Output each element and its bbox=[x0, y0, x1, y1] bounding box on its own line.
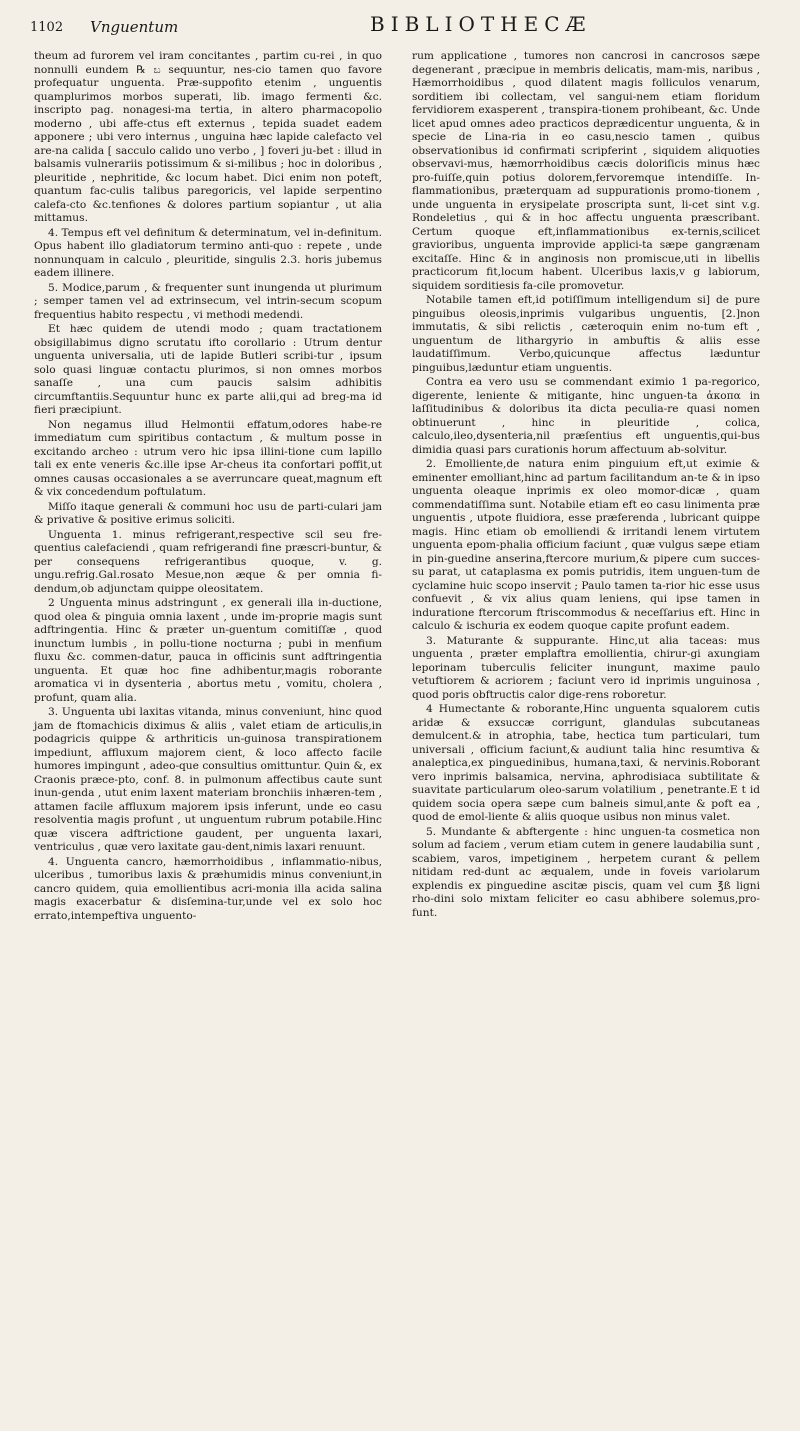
paragraph: 4 Humectante & roborante,Hinc unguenta squalorem cutis aridæ & exsuccæ corrigunt, glandulas subcutaneas demulcent.& in atrophia, tabe, hectica tum particulari, tum universali , officium faciunt,& audiunt talia hinc resumtiva & analeptica,ex pinguedinibus, humana,taxi, & nervinis.Roborant vero inprimis balsamica, nervina, aphrodisiaca subtilitate & suavitate particularum oleo-sarum volatilium , penetrante.E t id quidem socia opera sæpe cum balneis simul,ante & poft ea , quod de emol-liente & aliis quoque usibus non minus valet. bbox=[412, 703, 760, 823]
paragraph: 5. Mundante & abftergente : hinc unguen-ta cosmetica non solum ad faciem , verum etiam cutem in genere laudabilia sunt , scabiem, varos, impetiginem , herpetem curant & pellem nitidam red-dunt ac æqualem, unde in foveis variolarum explendis ex pinguedine ascitæ piscis, quam vel cum ℥ß ligni rho-dini solo mixtam feliciter eo casu abhibere solemus,pro-funt. bbox=[412, 825, 760, 919]
paragraph: Notabile tamen eft,id potiſſimum intelligendum si] de pure pinguibus oleosis,inprimis vulgaribus unguentis, [2.]non immutatis, & sibi relictis , cæteroquin enim no-tum eft , unguentum de lithargyrio in ambuftis & aliis esse laudatiſſimum. Verbo,quicunque affectus læduntur pinguibus,læduntur etiam unguentis. bbox=[412, 294, 760, 374]
paragraph: Contra ea vero usu se commendant eximio 1 pa-regorico, digerente, leniente & mitigante, hinc unguen-ta ἀκοπα in laſſitudinibus & doloribus ita dicta peculia-re quasi nomen obtinuerunt , hinc in pleuritide , colica, calculo,ileo,dysenteria,nil præſentius eft unguentis,qui-bus dimidia quasi pars curationis horum affectuum ab-solvitur. bbox=[412, 376, 760, 456]
paragraph: Unguenta 1. minus refrigerant,respective scil seu fre-quentius calefaciendi , quam refrigerandi fine præscri-buntur, & per consequens refrigerantibus quoque, v. g. ungu.refrig.Gal.rosato Mesue,non æque & per omnia fi-dendum,ob adjunctam quippe oleositatem. bbox=[34, 528, 382, 595]
right-column bbox=[412, 50, 760, 921]
paragraph: 4. Tempus eft vel definitum & determinatum, vel in-definitum. Opus habent illo gladiatorum termino anti-quo : repete , unde nonnunquam in calculo , pleuritide, singulis 2.3. horis jubemus eadem illinere. bbox=[34, 226, 382, 279]
paragraph: 4. Unguenta cancro, hæmorrhoidibus , inflammatio-nibus, ulceribus , tumoribus laxis & præhumidis minus conveniunt,in cancro quidem, quia emollientibus acri-monia illa acida salina magis exacerbatur & disſemina-tur,unde vel ex solo hoc errato,intempeftiva unguento- bbox=[34, 855, 382, 922]
left-column bbox=[34, 50, 382, 924]
paragraph: rum applicatione , tumores non cancrosi in cancrosos sæpe degenerant , præcipue in membris delicatis, mam-mis, naribus , Hæmorrhoidibus , quod dilatent magis folliculos venarum, sorditiem ibi collectam, vel sangui-nem etiam floridum fervidiorem exasperent , transpira-tionem prohibeant, &c. Unde licet apud omnes adeo practicos deprædicentur unguenta, & in specie de Lina-ria in eo casu,nescio tamen , quibus observationibus id confirmati scripferint , siquidem aliquoties observavi-mus, hæmorrhoidibus cæcis doloriſicis minus hæc pro-fuiſſe,quin potius dolorem,fervoremque intendiſſe. In-flammationibus, præterquam ad suppurationis promo-tionem , unde unguenta in erysipelate proscripta sunt, li-cet sint v.g. Rondeletius , qui & in hoc affectu unguenta præscribant. Certum quoque eft,inflammationibus ex-ternis,scilicet gravioribus, unguenta improvide applici-ta sæpe gangrænam excitaſſe. Hinc & in anginosis non promiscue,uti in libellis practicorum fit,locum habent. Ulceribus laxis,v g labiorum, siquidem sorditiesis fa-cile promovetur. bbox=[412, 50, 760, 292]
running-word: Vnguentum bbox=[90, 18, 179, 36]
running-title: BIBLIOTHECÆ bbox=[370, 12, 592, 36]
paragraph: 5. Modice,parum , & frequenter sunt inungenda ut plurimum ; semper tamen vel ad extrinsecum, vel intrin-secum scopum frequentius habito respectu , vi methodi medendi. bbox=[34, 281, 382, 321]
paragraph: 3. Maturante & suppurante. Hinc,ut alia taceas: mus unguenta , præter emplaftra emollientia, chirur-gi axungiam leporinam tuberculis feliciter inungunt, maxime paulo vetuftiorem & acriorem ; faciunt vero id inprimis unguinosa , quod poris obftructis calor dige-rens roboretur. bbox=[412, 634, 760, 701]
paragraph: 2. Emolliente,de natura enim pinguium eft,ut eximie & eminenter emolliant,hinc ad partum facilitandum an-te & in ipso unguenta oleaque inprimis ex oleo momor-dicæ , quam commendatiſſima sunt. Notabile etiam eft eo casu linimenta præ unguentis , utpote fluidiora, esse præferenda , lubricant quippe magis. Hinc etiam ob emolliendi & irritandi lenem virtutem unguenta epom-phalia officium faciunt , quæ vulgus sæpe etiam in pin-guedine anserina,ftercore murium,& pipere cum succes-su parat, ut cataplasma ex pomis putridis, item unguen-tum de cyclamine huic scopo inservit ; Paulo tamen ta-rior hic esse usus confuevit , & vix alius quam leniens, qui ipse tamen in induratione ftercorum ftriscommodus & neceſſarius eft. Hinc in calculo & ischuria ex eodem quoque capite profunt eadem. bbox=[412, 458, 760, 632]
page-number: 1102 bbox=[30, 20, 64, 35]
paragraph: theum ad furorem vel iram concitantes , partim cu-rei , in quo nonnulli eundem ℞ ಬ sequuntur, nes-cio tamen quo favore profequatur unguenta. Præ-suppofito etenim , unguentis quamplurimos morbos superati, lib. imago fermenti &c. inscripto pag. nonagesi-ma tertia, in altero pharmacopolio moderno , ubi affe-ctus eft externus , tepida suadet eadem apponere ; ubi vero internus , unguina hæc lapide calefacto vel are-na calida [ sacculo calido uno verbo , ] foveri ju-bet : illud in balsamis vulnerariis potissimum & si-milibus ; hoc in doloribus , pleuritide , nephritide, &c locum habet. Dici enim non poteft, quantum fac-culis talibus paregoricis, vel lapide serpentino calefa-cto &c.tenfiones & dolores partium sopiantur , ut alia mittamus. bbox=[34, 50, 382, 224]
paragraph: Non negamus illud Helmontii effatum,odores habe-re immediatum cum spiritibus contactum , & multum posse in excitando archeo : utrum vero hic ipsa illini-tione cum lapillo tali ex ente veneris &c.ille ipse Ar-cheus ita confortari poffit,ut omnes causas occasionales a se averruncare queat,magnum eft & vix concedendum poftulatum. bbox=[34, 418, 382, 498]
running-header bbox=[30, 12, 770, 42]
paragraph: Et hæc quidem de utendi modo ; quam tractationem obsigillabimus digno scrutatu ifto corollario : Utrum dentur unguenta universalia, uti de lapide Butleri scribi-tur , ipsum solo quasi linguæ contactu plurimos, si non omnes morbos sanaſſe , una cum paucis salsim adhibitis circumftantiis.Sequuntur hunc ex parte alii,qui ad breg-ma id fieri præcipiunt. bbox=[34, 323, 382, 416]
paragraph: Miſſo itaque generali & communi hoc usu de parti-culari jam & privative & positive erimus soliciti. bbox=[34, 500, 382, 526]
paragraph: 2 Unguenta minus adstringunt , ex generali illa in-ductione, quod olea & pinguia omnia laxent , unde im-proprie magis sunt adftringentia. Hinc & præter un-guentum comitiſſæ , quod inunctum lumbis , in pollu-tione nocturna ; pubi in menfium fluxu &c. commen-datur, pauca in officinis sunt adftringentia unguenta. Et quæ hoc fine adhibentur,magis roborante aromatica vi in dysenteria , abortus metu , vomitu, cholera , profunt, quam alia. bbox=[34, 597, 382, 704]
paragraph: 3. Unguenta ubi laxitas vitanda, minus conveniunt, hinc quod jam de ftomachicis diximus & aliis , valet etiam de articulis,in podagricis quippe & arthriticis un-guinosa transpirationem impediunt, affluxum majorem cient, & loco affecto facile humores impingunt , adeo-que consultius omittuntur. Quin &, ex Craonis præce-pto, conf. 8. in pulmonum affectibus caute sunt inun-genda , utut enim laxent materiam bronchiis inhæren-tem , attamen facile affluxum majorem ipsis inferunt, unde eo casu resolventia magis profunt , ut unguentum rubrum potabile.Hinc quæ viscera adftrictione gaudent, per unguenta laxari, ventriculus , quæ vero laxitate gau-dent,nimis laxari renuunt. bbox=[34, 706, 382, 853]
